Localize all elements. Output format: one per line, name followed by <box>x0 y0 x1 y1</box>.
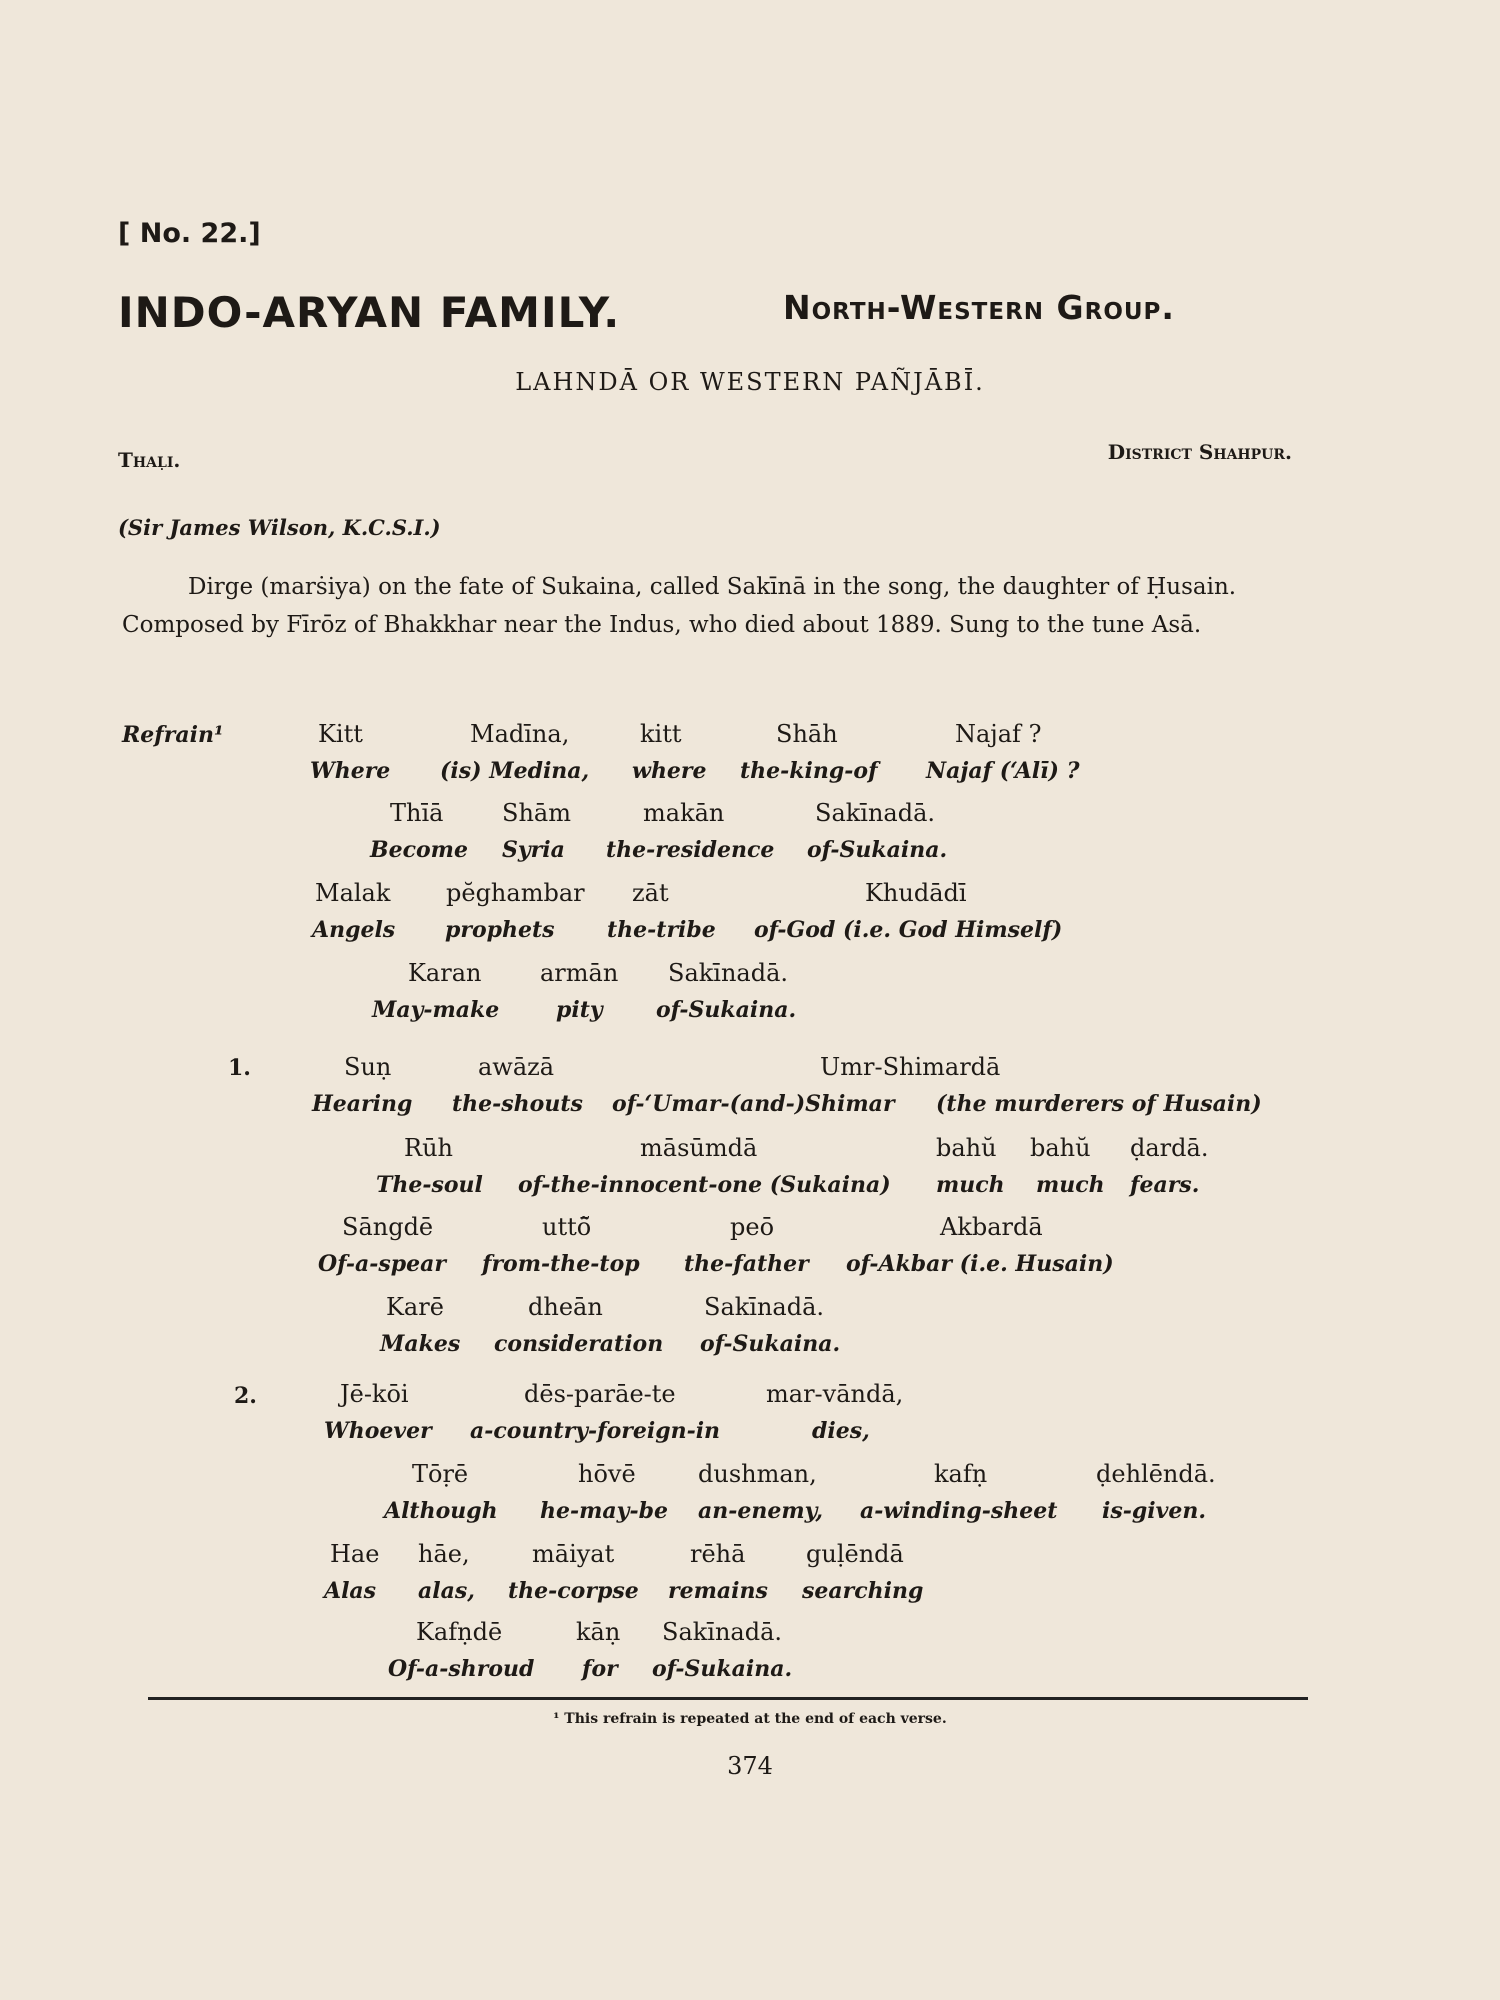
gloss: an-enemy, <box>698 1498 823 1524</box>
word: Jē-kōi <box>340 1380 409 1408</box>
word: Rūh <box>404 1134 453 1162</box>
gloss: much <box>936 1172 1005 1198</box>
gloss: of-Sukaina. <box>700 1331 841 1357</box>
word: Karē <box>386 1293 444 1321</box>
word: peō <box>730 1213 775 1241</box>
gloss: where <box>632 758 707 784</box>
gloss: from-the-top <box>482 1251 640 1277</box>
gloss: The-soul <box>376 1172 483 1198</box>
page-number: 374 <box>727 1752 773 1780</box>
gloss: remains <box>668 1578 768 1604</box>
word: bahŭ <box>936 1134 997 1162</box>
gloss: Makes <box>380 1331 461 1357</box>
language-title: LAHNDĀ OR WESTERN PAÑJĀBĪ. <box>515 368 985 396</box>
specimen-number: [ No. 22.] <box>118 218 261 249</box>
family-heading: INDO-ARYAN FAMILY. <box>118 288 621 337</box>
word: māsūmdā <box>640 1134 758 1162</box>
word: ḍehlēndā. <box>1096 1460 1216 1488</box>
group-heading: North-Western Group. <box>783 288 1175 327</box>
gloss: is-given. <box>1102 1498 1207 1524</box>
word: Sakīnadā. <box>815 799 936 827</box>
footnote-divider <box>148 1697 1308 1700</box>
gloss: May-make <box>372 997 500 1023</box>
word: Hae <box>330 1540 380 1568</box>
gloss: pity <box>556 997 603 1023</box>
dialect-name: Thaḷi. <box>118 448 181 472</box>
word: Karan <box>408 959 482 987</box>
gloss: Hearing <box>312 1091 413 1117</box>
word: awāzā <box>478 1053 555 1081</box>
word: Najaf ? <box>955 720 1042 748</box>
word: kafṇ <box>934 1460 988 1488</box>
word: Thīā <box>390 799 444 827</box>
word: Sakīnadā. <box>668 959 789 987</box>
gloss: Although <box>384 1498 498 1524</box>
word: Khudādī <box>865 879 967 907</box>
gloss: (is) Medina, <box>440 758 590 784</box>
source-attribution: (Sir James Wilson, K.C.S.I.) <box>118 515 441 540</box>
word: Sakīnadā. <box>662 1618 783 1646</box>
gloss: Of-a-spear <box>318 1251 446 1277</box>
word: Kitt <box>318 720 363 748</box>
gloss: of-the-innocent-one (Sukaina) <box>518 1172 891 1198</box>
word: hāe, <box>418 1540 470 1568</box>
footnote: ¹ This refrain is repeated at the end of each verse. <box>553 1711 947 1727</box>
gloss: the-king-of <box>740 758 878 784</box>
gloss: he-may-be <box>540 1498 668 1524</box>
verse-number: 1. <box>228 1055 251 1081</box>
gloss: alas, <box>418 1578 475 1604</box>
word: Suṇ <box>344 1053 392 1081</box>
gloss: Whoever <box>324 1418 432 1444</box>
gloss: dies, <box>812 1418 870 1444</box>
gloss: much <box>1036 1172 1105 1198</box>
gloss: of-Sukaina. <box>807 837 948 863</box>
gloss: the-shouts <box>452 1091 583 1117</box>
gloss: fears. <box>1130 1172 1200 1198</box>
word: Sakīnadā. <box>704 1293 825 1321</box>
gloss: Syria <box>502 837 565 863</box>
gloss: Become <box>370 837 468 863</box>
word: Tōṛē <box>412 1460 469 1488</box>
gloss: searching <box>802 1578 924 1604</box>
gloss: (the murderers of Husain) <box>936 1091 1262 1117</box>
gloss: Of-a-shroud <box>388 1656 535 1682</box>
gloss: of-‘Umar-(and-)Shimar <box>612 1091 895 1117</box>
gloss: consideration <box>494 1331 664 1357</box>
word: Umr-Shimardā <box>820 1053 1001 1081</box>
gloss: of-Akbar (i.e. Husain) <box>846 1251 1114 1277</box>
gloss: of-Sukaina. <box>652 1656 793 1682</box>
gloss: the-residence <box>606 837 775 863</box>
word: Akbardā <box>940 1213 1043 1241</box>
word: hōvē <box>578 1460 636 1488</box>
intro-paragraph: Dirge (marṡiya) on the fate of Sukaina, called Sakīnā in the song, the daughter of Ḥusain. Composed by Fīrōz of Bhakkhar near the Indus, who died about 1889. Sung to the tune Asā. <box>122 574 1237 638</box>
gloss: a-country-foreign-in <box>470 1418 721 1444</box>
word: kitt <box>640 720 682 748</box>
word: Shāh <box>776 720 838 748</box>
gloss: prophets <box>445 917 555 943</box>
word: pĕghambar <box>446 879 585 907</box>
gloss: of-Sukaina. <box>656 997 797 1023</box>
word: armān <box>540 959 619 987</box>
word: Madīna, <box>470 720 570 748</box>
gloss: Najaf (‘Alī) ? <box>926 758 1080 784</box>
gloss: the-corpse <box>508 1578 639 1604</box>
word: mar-vāndā, <box>766 1380 904 1408</box>
word: māiyat <box>532 1540 615 1568</box>
word: makān <box>643 799 725 827</box>
gloss: of-God (i.e. God Himself) <box>754 917 1063 943</box>
word: bahŭ <box>1030 1134 1091 1162</box>
word: Shām <box>502 799 571 827</box>
word: Kafṇdē <box>416 1618 503 1646</box>
word: dushman, <box>698 1460 817 1488</box>
word: dheān <box>528 1293 603 1321</box>
word: ḍardā. <box>1130 1134 1209 1162</box>
word: kāṇ <box>576 1618 621 1646</box>
gloss: the-tribe <box>607 917 716 943</box>
word: rēhā <box>690 1540 746 1568</box>
word: Sāngdē <box>342 1213 434 1241</box>
gloss: the-father <box>684 1251 809 1277</box>
word: Malak <box>315 879 391 907</box>
gloss: Alas <box>324 1578 377 1604</box>
word: guḷēndā <box>806 1540 904 1568</box>
gloss: for <box>582 1656 618 1682</box>
district-name: District Shahpur. <box>1107 440 1292 464</box>
word: zāt <box>632 879 669 907</box>
gloss: Where <box>310 758 391 784</box>
gloss: a-winding-sheet <box>860 1498 1058 1524</box>
gloss: Angels <box>312 917 396 943</box>
word: dēs-parāe-te <box>524 1380 676 1408</box>
word: uttō̃ <box>542 1213 592 1241</box>
verse-number: 2. <box>234 1383 257 1409</box>
refrain-label: Refrain¹ <box>122 722 224 748</box>
